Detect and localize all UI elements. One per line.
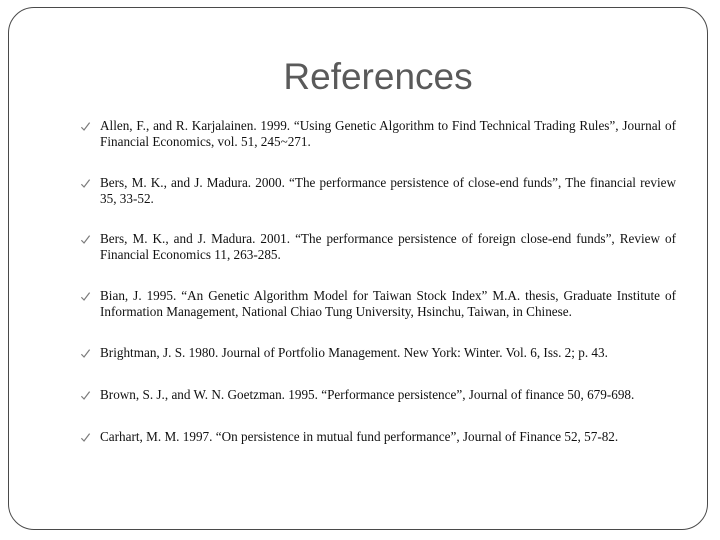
checkmark-icon: [80, 291, 91, 302]
checkmark-icon: [80, 390, 91, 401]
reference-text: Carhart, M. M. 1997. “On persistence in mutual fund performance”, Journal of Finance 52, 57-82.: [100, 429, 619, 444]
checkmark-icon: [80, 234, 91, 245]
reference-text: Brightman, J. S. 1980. Journal of Portfolio Management. New York: Winter. Vol. 6, Iss. 2; p. 43.: [100, 345, 608, 360]
checkmark-icon: [80, 348, 91, 359]
reference-item: [80, 231, 676, 263]
checkmark-icon: [80, 178, 91, 189]
reference-text: Brown, S. J., and W. N. Goetzman. 1995. “Performance persistence”, Journal of finance 50, 679-698.: [100, 387, 635, 402]
reference-item: [80, 175, 676, 207]
reference-item: [80, 288, 676, 320]
reference-text: Bers, M. K., and J. Madura. 2000. “The performance persistence of close-end funds”, The financial review 35, 33-52.: [100, 175, 676, 206]
reference-item: [80, 118, 676, 150]
reference-item: [80, 345, 676, 361]
reference-text: Bian, J. 1995. “An Genetic Algorithm Model for Taiwan Stock Index” M.A. thesis, Graduate Institute of Information Management, National Chiao Tung University, Hsinchu, Taiwan, in Chinese.: [100, 288, 676, 319]
reference-text: Allen, F., and R. Karjalainen. 1999. “Using Genetic Algorithm to Find Technical Trading Rules”, Journal of Financial Economics, vol. 51, 245~271.: [100, 118, 676, 149]
slide-title: References: [283, 56, 473, 97]
reference-item: [80, 387, 676, 403]
checkmark-icon: [80, 432, 91, 443]
reference-text: Bers, M. K., and J. Madura. 2001. “The performance persistence of foreign close-end funds”, Review of Financial Economics 11, 263-285.: [100, 231, 676, 262]
checkmark-icon: [80, 121, 91, 132]
reference-item: [80, 429, 676, 445]
